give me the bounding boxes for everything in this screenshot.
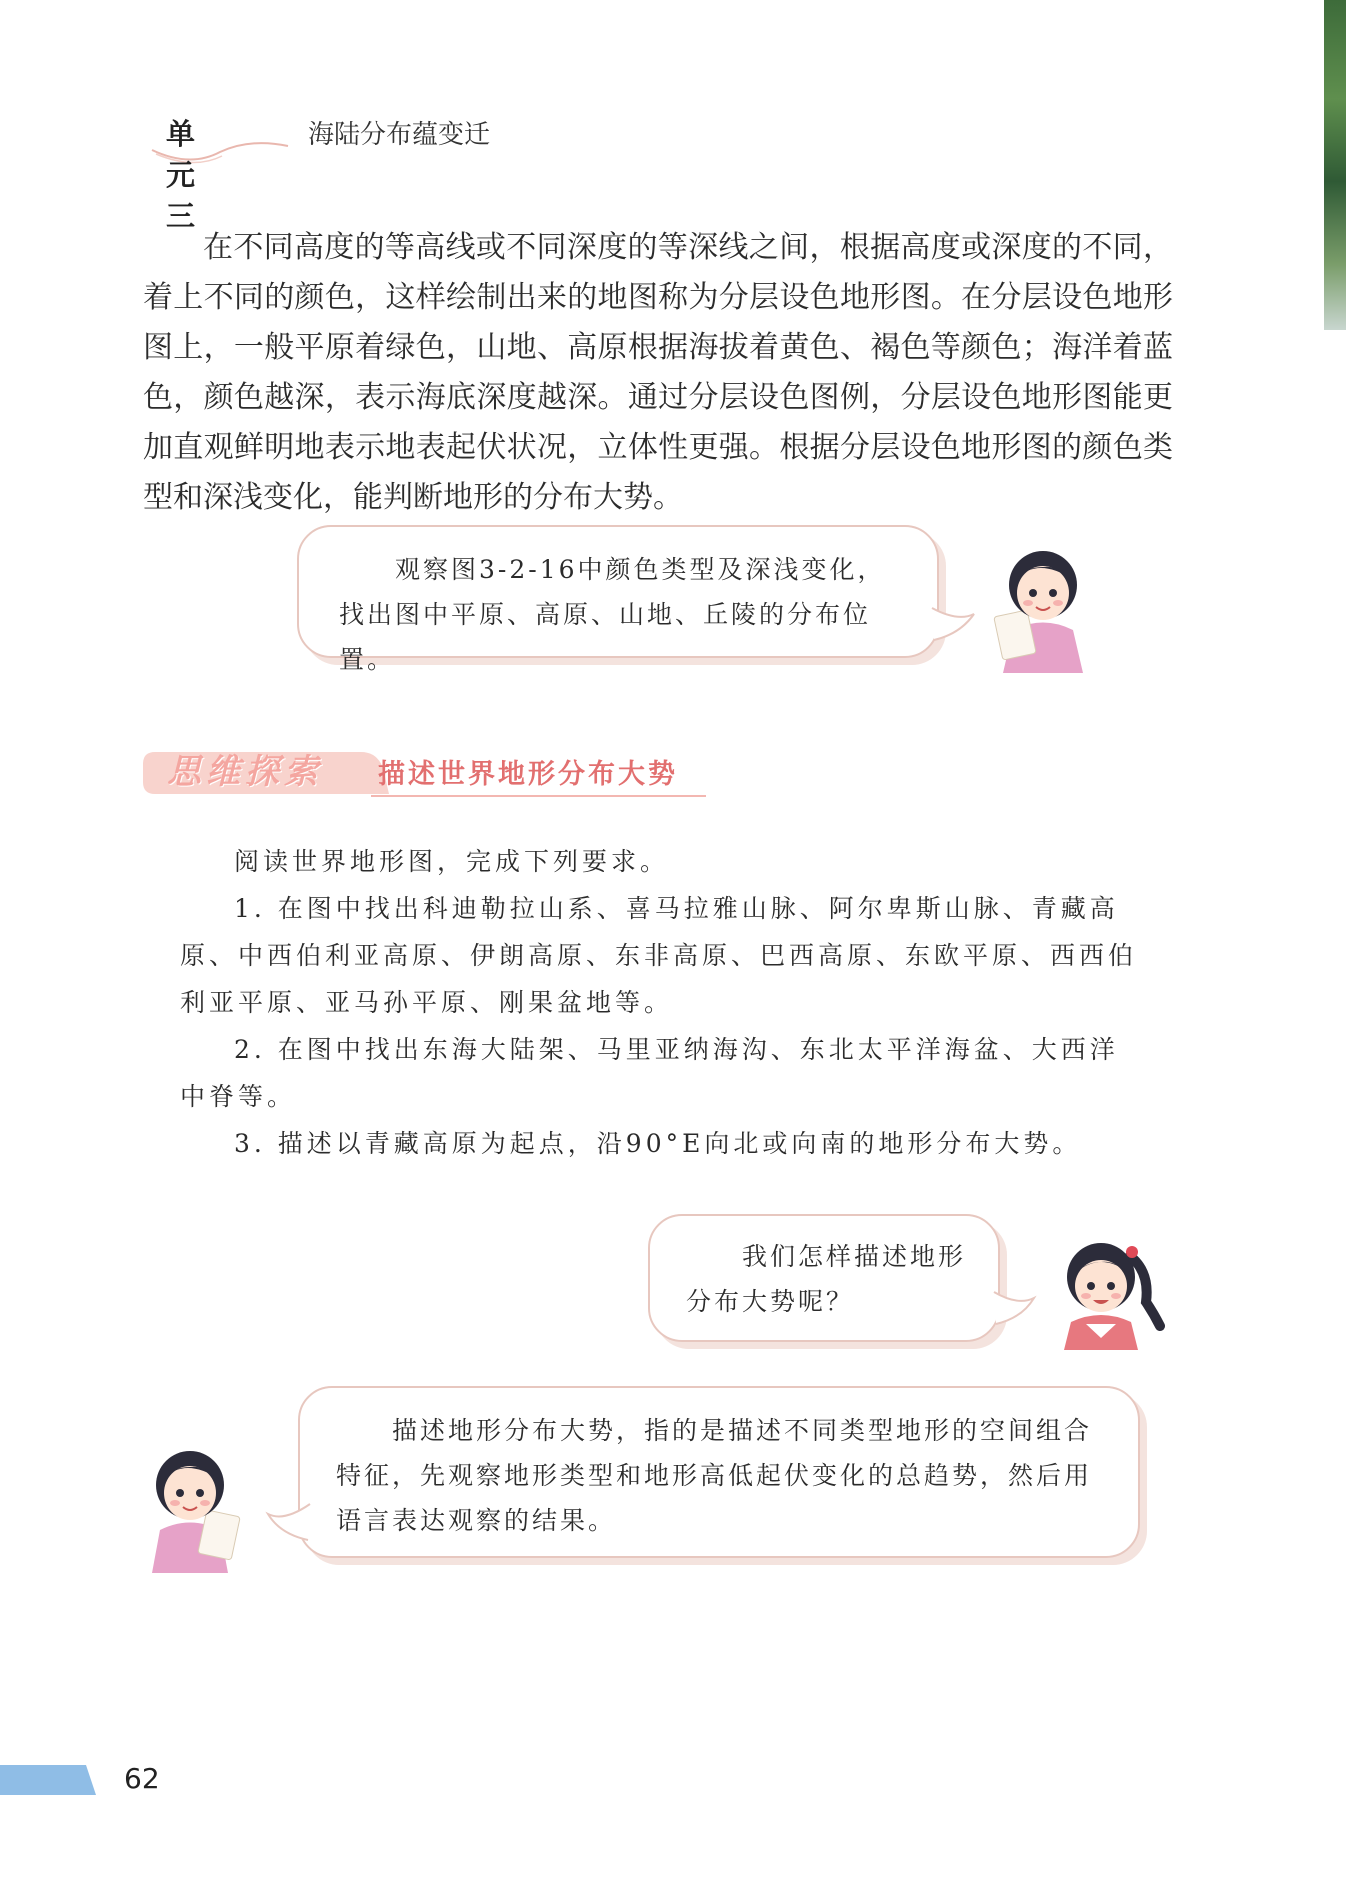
explore-title: 描述世界地形分布大势 <box>378 759 678 790</box>
task-item-1: 1. 在图中找出科迪勒拉山系、喜马拉雅山脉、阿尔卑斯山脉、青藏高原、中西伯利亚高原、伊朗高原、东非高原、巴西高原、东欧平原、西西伯利亚平原、亚马孙平原、刚果盆地等。 <box>180 894 1138 1017</box>
task-intro: 阅读世界地形图，完成下列要求。 <box>234 847 670 876</box>
girl-ponytail-figure <box>1046 1222 1166 1352</box>
bubble-answer-text: 描述地形分布大势，指的是描述不同类型地形的空间组合特征，先观察地形类型和地形高低起伏变化的总趋势，然后用语言表达观察的结果。 <box>336 1416 1093 1535</box>
edge-photo-strip <box>1324 0 1346 330</box>
page-number: 62 <box>124 1762 160 1795</box>
task-item-3: 3. 描述以青藏高原为起点，沿90°E向北或向南的地形分布大势。 <box>234 1129 1082 1158</box>
girl-reading-figure <box>988 535 1098 675</box>
bubble-tail-left <box>262 1500 312 1550</box>
bubble-tail-right <box>930 600 980 650</box>
speech-bubble-answer <box>298 1386 1140 1558</box>
task-item-2: 2. 在图中找出东海大陆架、马里亚纳海沟、东北太平洋海盆、大西洋中脊等。 <box>180 1035 1119 1111</box>
bubble-observe-text: 观察图3-2-16中颜色类型及深浅变化，找出图中平原、高原、山地、丘陵的分布位置。 <box>339 555 886 674</box>
unit-title: 海陆分布蕴变迁 <box>308 120 491 150</box>
speech-bubble-question <box>648 1214 1000 1342</box>
page-tab <box>0 1765 100 1795</box>
bubble-tail-right-2 <box>992 1286 1042 1336</box>
speech-bubble-observe <box>297 525 939 674</box>
explore-banner <box>141 750 711 804</box>
intro-paragraph: 在不同高度的等高线或不同深度的等深线之间，根据高度或深度的不同，着上不同的颜色，这样绘制出来的地图称为分层设色地形图。在分层设色地形图上，一般平原着绿色，山地、高原根据海拔着黄色、褐色等颜色；海洋着蓝色，颜色越深，表示海底深度越深。通过分层设色图例，分层设色地形图能更加直观鲜明地表示地表起伏状况，立体性更强。根据分层设色地形图的颜色类型和深浅变化，能判断地形的分布大势。 <box>143 230 1173 515</box>
task-section <box>180 838 1140 1167</box>
explore-tag: 思维探索 <box>167 752 323 792</box>
unit-label: 单元三 <box>166 117 204 233</box>
girl-reading-figure-left <box>140 1435 250 1575</box>
bubble-question-text: 我们怎样描述地形分布大势呢？ <box>686 1242 967 1316</box>
